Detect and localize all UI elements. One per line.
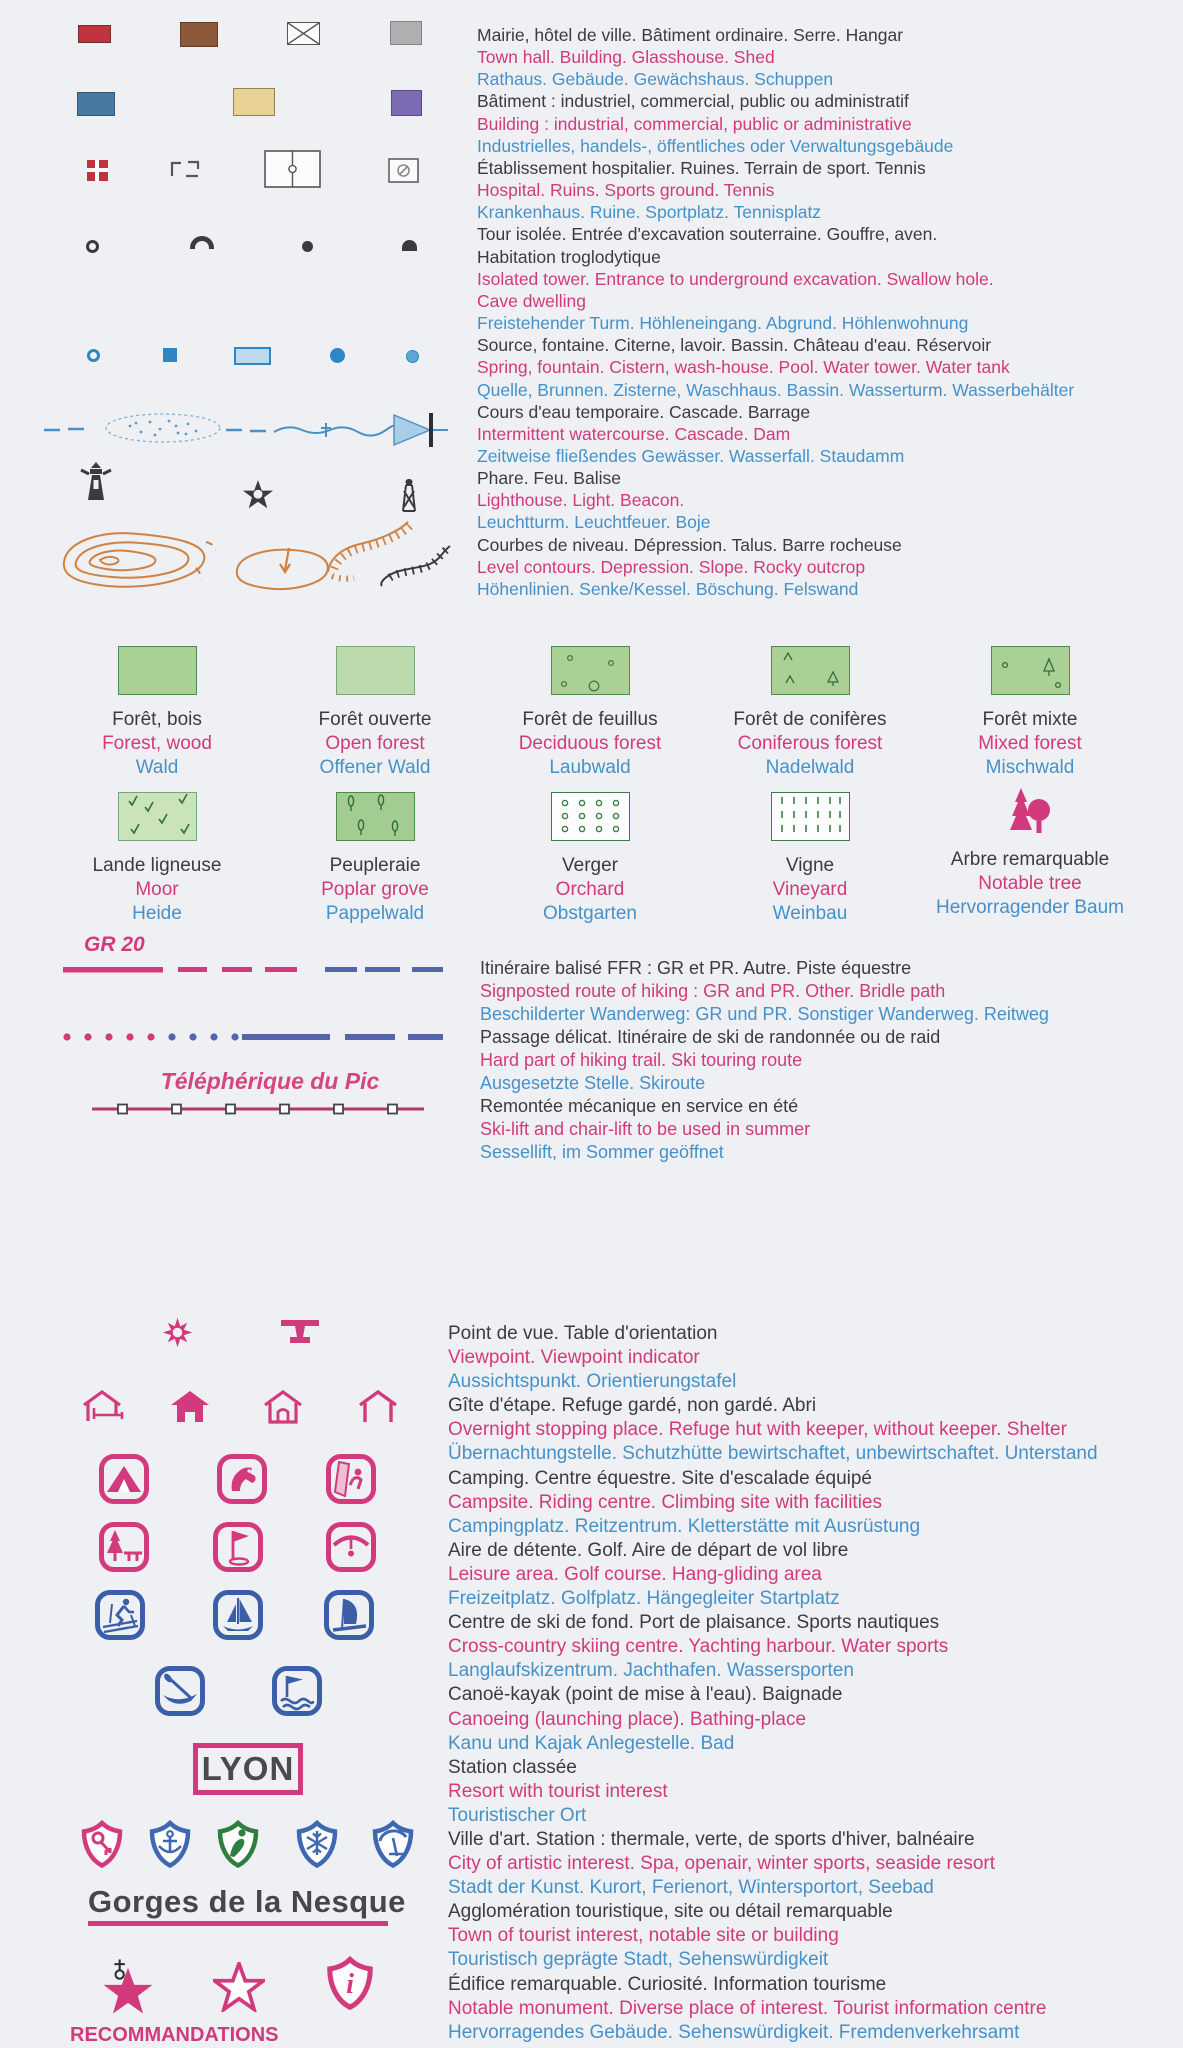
legend-text-line: Cave dwelling: [477, 290, 586, 311]
refuge-with-keeper-icon: [170, 1390, 210, 1429]
legend-text-line: Ville d'art. Station : thermale, verte, de sports d'hiver, balnéaire: [448, 1828, 975, 1850]
legend-text-line: Town of tourist interest, notable site or building: [448, 1925, 839, 1947]
notable-tree-icon: [991, 786, 1070, 835]
legend-text-line: Intermittent watercourse. Cascade. Dam: [477, 423, 791, 444]
legend-text-line: Phare. Feu. Balise: [477, 468, 621, 489]
golf-icon: [213, 1522, 263, 1572]
administrative-building-swatch: [391, 90, 422, 116]
winter-sports-snowflake-shield-icon: [295, 1820, 339, 1873]
legend-text-line: Canoeing (launching place). Bathing-place: [448, 1708, 807, 1730]
legend-text-line: Établissement hospitalier. Ruines. Terrain de sport. Tennis: [477, 157, 926, 178]
forest-swatch: [118, 646, 197, 695]
forest-label-de: Wald: [135, 756, 179, 778]
gr-route-label: GR 20: [84, 933, 145, 956]
legend-text-line: Beschilderter Wanderweg: GR und PR. Sonstiger Wanderweg. Reitweg: [480, 1004, 1049, 1024]
legend-text-line: Cours d'eau temporaire. Cascade. Barrage: [477, 401, 811, 422]
legend-text-line: Bâtiment : industriel, commercial, public ou administratif: [477, 91, 909, 112]
watercourse-cascade-dam-icon: [38, 406, 450, 457]
site-name-underline: [88, 1921, 388, 1926]
legend-text-line: Freistehender Turm. Höhleneingang. Abgrund. Höhlenwohnung: [477, 313, 969, 334]
legend-text-line: Höhenlinien. Senke/Kessel. Böschung. Felswand: [477, 578, 859, 599]
ski-lift-line-icon: [88, 1100, 428, 1123]
mixed-forest-swatch: [991, 646, 1070, 695]
legend-text-block-symbols: [477, 24, 1074, 600]
legend-text-line: Lighthouse. Light. Beacon.: [477, 490, 685, 511]
windsurfing-icon: [324, 1590, 374, 1640]
legend-orchard: Verger Orchard Obstgarten: [480, 792, 700, 925]
legend-moor: Lande ligneuse Moor Heide: [47, 792, 267, 925]
cave-entrance-icon: [190, 236, 214, 249]
climbing-site-icon: [326, 1454, 376, 1504]
recommendations-title: RECOMMANDATIONS: [70, 2024, 279, 2046]
tennis-icon: [388, 158, 419, 188]
yachting-icon: [213, 1590, 263, 1640]
light-star-icon: [242, 479, 274, 515]
legend-text-block-trails: [480, 957, 1049, 1164]
legend-text-line: Source, fontaine. Citerne, lavoir. Bassin. Château d'eau. Réservoir: [477, 335, 992, 356]
rocky-outcrop-icon: [376, 540, 454, 595]
legend-text-line: Building : industrial, commercial, public or administrative: [477, 113, 912, 134]
cistern-icon: [163, 348, 177, 362]
orchard-swatch: [551, 792, 630, 841]
legend-text-line: Itinéraire balisé FFR : GR et PR. Autre. Piste équestre: [480, 958, 912, 978]
shed-swatch: [390, 21, 422, 45]
notable-monument-star-icon: [102, 1958, 154, 2021]
orientation-table-icon: [281, 1320, 319, 1352]
legend-text-line: Campingplatz. Reitzentrum. Kletterstätte mit Ausrüstung: [448, 1515, 921, 1537]
legend-text-line: Aussichtspunkt. Orientierungstafel: [448, 1371, 737, 1393]
legend-text-line: Rathaus. Gebäude. Gewächshaus. Schuppen: [477, 69, 834, 90]
industrial-building-swatch: [77, 92, 115, 116]
legend-text-block-tourism: [448, 1322, 1098, 2045]
legend-text-line: Touristisch geprägte Stadt, Sehenswürdigkeit: [448, 1949, 829, 1971]
glasshouse-icon: [287, 22, 320, 45]
legend-text-line: Leisure area. Golf course. Hang-gliding area: [448, 1563, 822, 1585]
ordinary-building-swatch: [180, 22, 218, 47]
legend-text-line: Level contours. Depression. Slope. Rocky outcrop: [477, 556, 866, 577]
legend-text-line: Krankenhaus. Ruine. Sportplatz. Tennisplatz: [477, 202, 822, 223]
vineyard-swatch: [771, 792, 850, 841]
legend-text-line: Resort with tourist interest: [448, 1780, 668, 1802]
beacon-icon: [395, 477, 423, 517]
city-of-art-key-shield-icon: [80, 1820, 124, 1873]
legend-text-line: Cross-country skiing centre. Yachting harbour. Water sports: [448, 1636, 949, 1658]
legend-text-line: Town hall. Building. Glasshouse. Shed: [477, 47, 775, 68]
legend-mixed-forest: Forêt mixte Mixed forest Mischwald: [920, 646, 1140, 779]
legend-text-line: Sessellift, im Sommer geöffnet: [480, 1142, 724, 1162]
poplar-grove-swatch: [336, 792, 415, 841]
ski-route-dots-icon: [60, 1030, 450, 1049]
legend-text-line: Aire de détente. Golf. Aire de départ de vol libre: [448, 1539, 849, 1561]
refuge-without-keeper-icon: [263, 1390, 303, 1429]
legend-forest-wood: [47, 646, 267, 779]
legend-text-line: Industrielles, handels-, öffentliches oder Verwaltungsgebäude: [477, 135, 954, 156]
legend-text-line: Habitation troglodytique: [477, 246, 661, 267]
legend-text-line: Isolated tower. Entrance to underground excavation. Swallow hole.: [477, 268, 994, 289]
deciduous-forest-swatch: [551, 646, 630, 695]
legend-notable-tree: Arbre remarquable Notable tree Hervorragender Baum: [920, 786, 1140, 919]
legend-text-line: Station classée: [448, 1756, 577, 1778]
legend-text-line: Stadt der Kunst. Kurort, Ferienort, Wintersportort, Seebad: [448, 1877, 934, 1899]
water-tank-icon: [406, 350, 419, 363]
tourist-site-name: Gorges de la Nesque: [88, 1884, 406, 1919]
legend-text-line: Campsite. Riding centre. Climbing site with facilities: [448, 1491, 882, 1513]
contour-lines-icon: [56, 520, 216, 599]
legend-text-line: Remontée mécanique en service en été: [480, 1096, 799, 1116]
legend-text-line: Spring, fountain. Cistern, wash-house. Pool. Water tower. Water tank: [477, 357, 1010, 378]
legend-text-line: Centre de ski de fond. Port de plaisance. Sports nautiques: [448, 1612, 940, 1634]
legend-text-line: Courbes de niveau. Dépression. Talus. Barre rocheuse: [477, 534, 902, 555]
legend-text-line: Camping. Centre équestre. Site d'escalade équipé: [448, 1467, 873, 1489]
legend-text-line: Point de vue. Table d'orientation: [448, 1323, 718, 1344]
legend-deciduous-forest: Forêt de feuillus Deciduous forest Laubwald: [480, 646, 700, 779]
legend-coniferous-forest: Forêt de conifères Coniferous forest Nadelwald: [700, 646, 920, 779]
legend-text-line: Leuchtturm. Leuchtfeuer. Boje: [477, 512, 711, 533]
legend-vineyard: Vigne Vineyard Weinbau: [700, 792, 920, 925]
seaside-umbrella-shield-icon: [371, 1820, 415, 1873]
forest-label-fr: Forêt, bois: [112, 709, 202, 730]
hiking-route-lines-icon: [60, 963, 450, 982]
sports-ground-icon: [264, 150, 321, 193]
canoe-kayak-icon: [155, 1666, 205, 1716]
legend-text-line: Ski-lift and chair-lift to be used in summer: [480, 1119, 811, 1139]
legend-text-line: Zeitweise fließendes Gewässer. Wasserfall. Staudamm: [477, 445, 905, 466]
spa-anchor-shield-icon: [148, 1820, 192, 1873]
legend-text-line: Übernachtungstelle. Schutzhütte bewirtschaftet, unbewirtschaftet. Unterstand: [448, 1443, 1098, 1465]
legend-text-line: City of artistic interest. Spa, openair, winter sports, seaside resort: [448, 1853, 996, 1875]
legend-text-line: Freizeitplatz. Golfplatz. Hängegleiter Startplatz: [448, 1588, 840, 1610]
svg-text:i: i: [346, 1969, 354, 2001]
spring-icon: [87, 349, 100, 362]
ruins-icon: [170, 160, 200, 185]
legend-text-line: Notable monument. Diverse place of interest. Tourist information centre: [448, 1997, 1047, 2019]
coniferous-forest-swatch: [771, 646, 850, 695]
town-hall-swatch: [78, 25, 111, 43]
hospital-icon: [87, 160, 108, 181]
legend-poplar-grove: Peupleraie Poplar grove Pappelwald: [265, 792, 485, 925]
legend-text-line: Hervorragendes Gebäude. Sehenswürdigkeit. Fremdenverkehrsamt: [448, 2021, 1020, 2043]
legend-text-line: Passage délicat. Itinéraire de ski de randonnée ou de raid: [480, 1027, 941, 1047]
isolated-tower-icon: [86, 240, 99, 253]
leisure-area-icon: [99, 1522, 149, 1572]
riding-centre-icon: [217, 1454, 267, 1504]
legend-text-line: Quelle, Brunnen. Zisterne, Waschhaus. Bassin. Wasserturm. Wasserbehälter: [477, 379, 1075, 400]
camping-icon: [99, 1454, 149, 1504]
legend-text-line: Touristischer Ort: [448, 1804, 587, 1826]
legend-text-line: Agglomération touristique, site ou détail remarquable: [448, 1901, 893, 1923]
swallow-hole-icon: [302, 241, 313, 252]
legend-text-line: Gîte d'étape. Refuge gardé, non gardé. Abri: [448, 1395, 817, 1417]
legend-text-line: Ausgesetzte Stelle. Skiroute: [480, 1073, 706, 1093]
legend-open-forest: Forêt ouverte Open forest Offener Wald: [265, 646, 485, 779]
forest-label-en: Forest, wood: [102, 732, 212, 754]
cave-dwelling-icon: [402, 240, 417, 251]
town-name-label: LYON: [201, 1750, 295, 1787]
legend-text-line: Signposted route of hiking : GR and PR. Other. Bridle path: [480, 981, 946, 1001]
classified-resort-town-box: [193, 1743, 303, 1795]
legend-text-line: Kanu und Kajak Anlegestelle. Bad: [448, 1732, 735, 1754]
cable-car-label: Téléphérique du Pic: [160, 1068, 380, 1094]
water-tower-icon: [330, 348, 345, 363]
legend-text-line: Viewpoint. Viewpoint indicator: [448, 1347, 700, 1369]
legend-text-line: Tour isolée. Entrée d'excavation souterraine. Gouffre, aven.: [477, 224, 938, 245]
legend-text-line: Mairie, hôtel de ville. Bâtiment ordinaire. Serre. Hangar: [477, 25, 904, 45]
cross-country-ski-icon: [95, 1590, 145, 1640]
viewpoint-icon: [159, 1314, 196, 1356]
legend-text-line: Overnight stopping place. Refuge hut with keeper, without keeper. Shelter: [448, 1419, 1067, 1441]
open-air-resort-shield-icon: [216, 1820, 260, 1873]
legend-text-line: Langlaufskizentrum. Jachthafen. Wassersporten: [448, 1660, 854, 1682]
lighthouse-icon: [79, 462, 113, 507]
legend-text-line: Canoë-kayak (point de mise à l'eau). Baignade: [448, 1684, 843, 1706]
bathing-place-icon: [272, 1666, 322, 1716]
tourist-info-shield-icon: [325, 1956, 375, 2015]
open-forest-swatch: [336, 646, 415, 695]
legend-text-line: Hospital. Ruins. Sports ground. Tennis: [477, 180, 775, 201]
notable-site-star-icon: [213, 1962, 265, 2017]
hang-gliding-icon: [326, 1522, 376, 1572]
pool-icon: [234, 347, 271, 365]
shelter-icon: [358, 1390, 398, 1429]
overnight-gite-icon: [82, 1390, 124, 1429]
commercial-building-swatch: [233, 88, 275, 116]
moor-swatch: [118, 792, 197, 841]
legend-text-line: Hard part of hiking trail. Ski touring route: [480, 1050, 803, 1070]
legend-text-line: Édifice remarquable. Curiosité. Information tourisme: [448, 1973, 887, 1995]
